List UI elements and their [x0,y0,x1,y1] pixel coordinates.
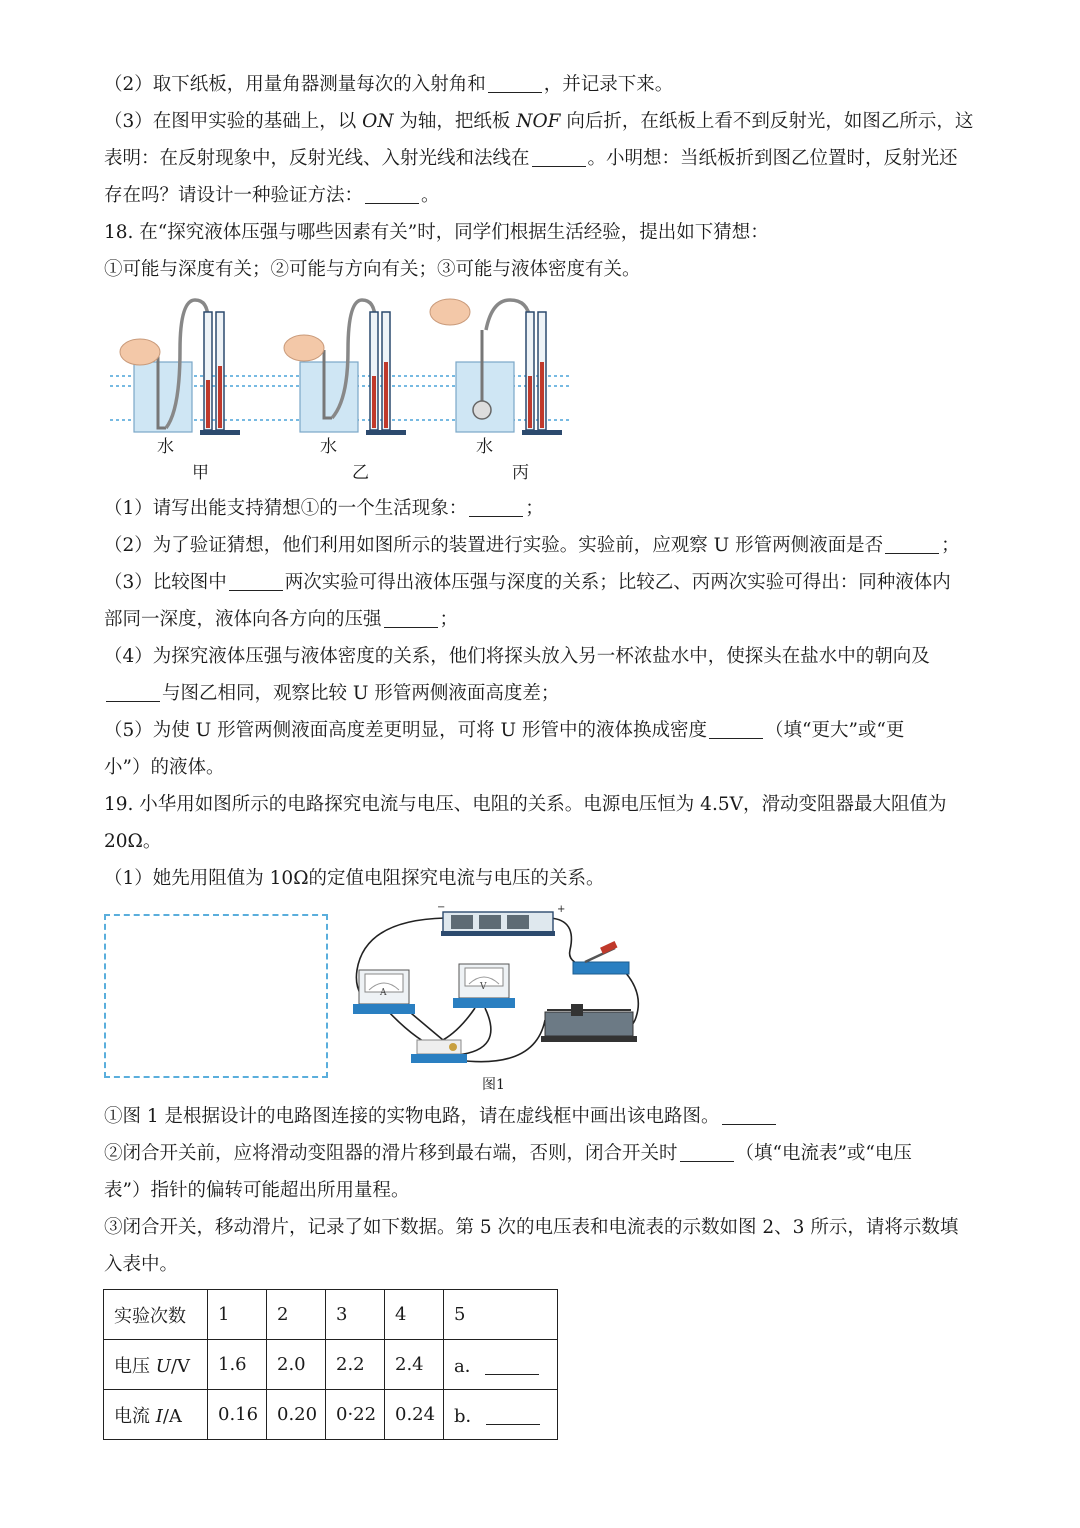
data-table [103,1289,558,1440]
wire [457,1008,491,1055]
row-label-voltage: 电压 U/V [104,1340,208,1390]
beaker [300,362,358,432]
stand-base [366,430,406,435]
q17-part2: （2）取下纸板，用量角器测量每次的入射角和 ，并记录下来。 [104,74,674,95]
answer-blank[interactable] [488,74,542,93]
q17-part3-line2: 表明：在反射现象中，反射光线、入射光线和法线在 。小明想：当纸板折到图乙位置时，反射光还 [104,148,958,169]
hand-icon [284,335,324,361]
answer-blank[interactable] [485,1356,539,1375]
setup-yi [284,300,406,435]
table-header-cell: 3 [326,1290,385,1340]
table-row [104,1290,558,1340]
q19-stem-line1: 19. 小华用如图所示的电路探究电流与电压、电阻的关系。电源电压恒为 4.5V，滑动变阻器最大阻值为 [104,794,947,815]
table-row [104,1390,558,1440]
figure-label-jia: 甲 [192,463,209,483]
answer-blank[interactable] [709,720,763,739]
q17-part3-line1: （3）在图甲实验的基础上，以 ON 为轴，把纸板 NOF 向后折，在纸板上看不到反射光，如图乙所示，这 [104,111,974,132]
table-cell-blank: a． [444,1340,558,1390]
liquid-label-yi: 水 [320,437,337,457]
figure-1-caption: 图1 [482,1077,505,1093]
table-cell: 2.4 [385,1340,444,1390]
voltmeter-symbol: V [480,982,487,992]
rubber-hose [486,300,530,330]
q19-sub3-line2: 入表中。 [104,1254,179,1275]
table-cell: 2.2 [326,1340,385,1390]
battery-pack [437,902,565,936]
liquid-right [384,362,388,428]
hand-icon [430,299,470,325]
liquid-left [206,380,210,428]
table-cell: 0.24 [385,1390,444,1440]
q18-sub3-line1: （3）比较图中 两次实验可得出液体压强与深度的关系；比较乙、丙两次实验可得出：同种液体内 [104,572,951,593]
setup-jia [120,300,240,435]
answer-blank[interactable] [486,1406,540,1425]
ammeter-symbol: A [380,988,387,998]
answer-blank[interactable] [722,1106,776,1125]
q18-sub4-line1: （4）为探究液体压强与液体密度的关系，他们将探头放入另一杯浓盐水中，使探头在盐水中的朝向及 [104,646,930,667]
liquid-right [218,366,222,428]
fixed-resistor [411,1040,467,1063]
answer-blank[interactable] [384,609,438,628]
table-header-cell: 实验次数 [104,1290,208,1340]
table-cell: 0.16 [208,1390,267,1440]
q18-sub5-line2: 小”）的液体。 [104,757,225,778]
beaker [134,362,192,432]
figure-label-yi: 乙 [352,463,369,483]
wire [550,918,585,966]
q19-sub2-line2: 表”）指针的偏转可能超出所用量程。 [104,1180,410,1201]
setup-bing [430,299,562,435]
liquid-left [372,376,376,428]
answer-blank[interactable] [532,148,586,167]
probe-head [473,401,491,419]
answer-blank[interactable] [106,683,160,702]
q19-sub1: ①图 1 是根据设计的电路图连接的实物电路，请在虚线框中画出该电路图。 [104,1104,778,1130]
stand-base [522,430,562,435]
hand-icon [120,339,160,365]
answer-blank[interactable] [469,498,523,517]
answer-blank[interactable] [229,572,283,591]
beaker [456,362,514,432]
table-cell: 0·22 [326,1390,385,1440]
liquid-left [528,376,532,428]
q18-stem: 18. 在“探究液体压强与哪些因素有关”时，同学们根据生活经验，提出如下猜想： [104,222,769,243]
q17-part3-line3: 存在吗？请设计一种验证方法： 。 [104,185,440,206]
svg-text:+: + [557,904,566,915]
q18-guesses: ①可能与深度有关；②可能与方向有关；③可能与液体密度有关。 [104,259,641,280]
sliding-rheostat [541,1004,637,1042]
q19-stem-line2: 20Ω。 [104,831,162,852]
q18-sub5-line1: （5）为使 U 形管两侧液面高度差更明显，可将 U 形管中的液体换成密度 （填“更大”或“更 [104,720,905,741]
table-cell: 1.6 [208,1340,267,1390]
q18-sub2: （2）为了验证猜想，他们利用如图所示的装置进行实验。实验前，应观察 U 形管两侧液面是否 ； [104,535,960,556]
table-header-cell: 4 [385,1290,444,1340]
liquid-label-jia: 水 [157,437,174,457]
wire [457,1020,545,1062]
svg-text:−: − [437,902,446,913]
circuit-figure-1 [345,900,655,1075]
pressure-experiment-figure [100,290,580,490]
table-header-cell: 2 [267,1290,326,1340]
table-cell-blank: b． [444,1390,558,1440]
circuit-drawing-box[interactable] [104,914,328,1078]
liquid-right [540,362,544,428]
q18-sub4-line2: 与图乙相同，观察比较 U 形管两侧液面高度差； [104,681,559,707]
row-label-current: 电流 I/A [104,1390,208,1440]
q18-sub1: （1）请写出能支持猜想①的一个生活现象： ； [104,498,544,519]
q19-sub3-line1: ③闭合开关，移动滑片，记录了如下数据。第 5 次的电压表和电流表的示数如图 2、3 所示，请将示数填 [104,1217,959,1238]
table-cell: 0.20 [267,1390,326,1440]
answer-blank[interactable] [680,1143,734,1162]
answer-blank[interactable] [365,185,419,204]
table-row [104,1340,558,1390]
q19-sub2-line1: ②闭合开关前，应将滑动变阻器的滑片移到最右端，否则，闭合开关时 （填“电流表”或“电压 [104,1143,912,1164]
figure-label-bing: 丙 [512,463,529,483]
table-header-cell: 5 [444,1290,558,1340]
table-header-cell: 1 [208,1290,267,1340]
liquid-label-bing: 水 [476,437,493,457]
q19-part1: （1）她先用阻值为 10Ω的定值电阻探究电流与电压的关系。 [104,868,605,889]
switch [573,941,629,974]
answer-blank[interactable] [885,535,939,554]
q18-sub3-line2: 部同一深度，液体向各方向的压强 ； [104,609,459,630]
table-cell: 2.0 [267,1340,326,1390]
stand-base [200,430,240,435]
